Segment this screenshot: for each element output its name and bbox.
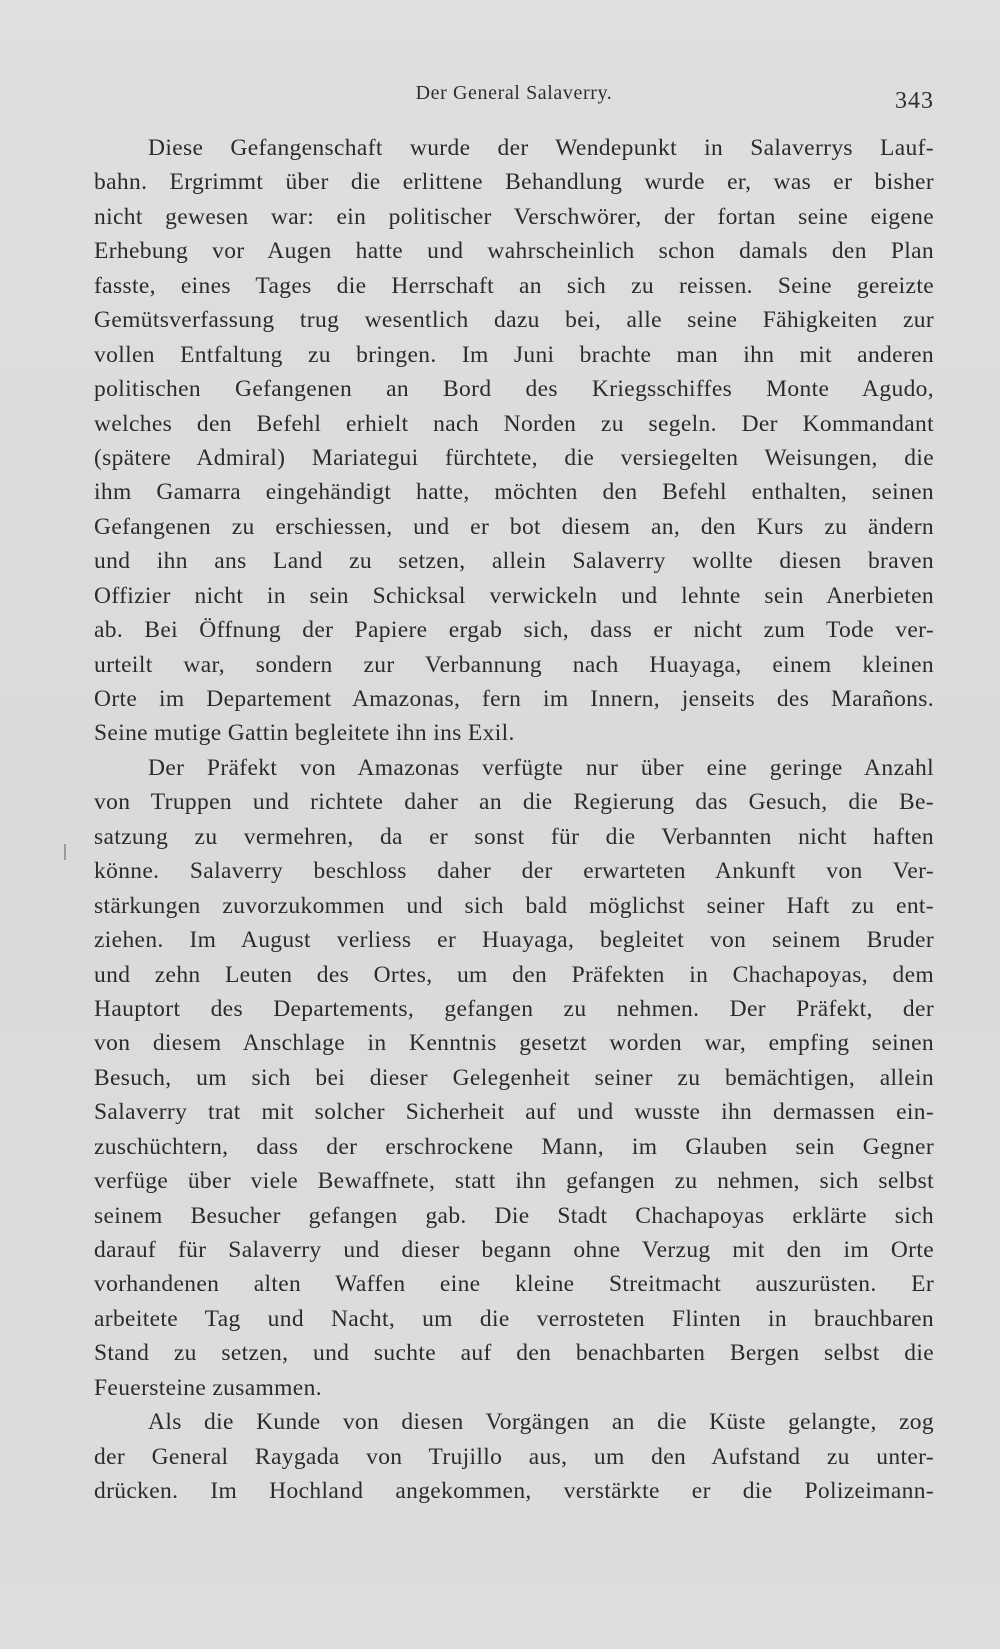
text-line: Gemütsverfassung trug wesentlich dazu bei, alle seine Fähigkeiten zur: [94, 307, 934, 334]
text-line: fasste, eines Tages die Herrschaft an sich zu reissen. Seine gereizte: [94, 272, 934, 299]
text-line: Orte im Departement Amazonas, fern im Innern, jenseits des Marañons.: [94, 686, 934, 712]
text-line: satzung zu vermehren, da er sonst für die Verbannten nicht haften: [94, 823, 934, 850]
text-line: arbeitete Tag und Nacht, um die verrosteten Flinten in brauchbaren: [94, 1305, 934, 1332]
text-line: vorhandenen alten Waffen eine kleine Streitmacht auszurüsten. Er: [94, 1271, 934, 1298]
page-number: 343: [895, 88, 934, 114]
text-line: stärkungen zuvorzukommen und sich bald möglichst seiner Haft zu ent-: [94, 892, 934, 919]
text-line: zuschüchtern, dass der erschrockene Mann, im Glauben sein Gegner: [94, 1133, 934, 1160]
text-line: Seine mutige Gattin begleitete ihn ins Exil.: [94, 720, 515, 747]
margin-mark: [64, 844, 66, 860]
text-line: ihm Gamarra eingehändigt hatte, möchten den Befehl enthalten, seinen: [94, 479, 934, 506]
text-line: ziehen. Im August verliess er Huayaga, begleitet von seinem Bruder: [94, 927, 934, 954]
text-line: seinem Besucher gefangen gab. Die Stadt Chachapoyas erklärte sich: [94, 1202, 934, 1229]
text-line: welches den Befehl erhielt nach Norden zu segeln. Der Kommandant: [94, 410, 934, 437]
text-line: Offizier nicht in sein Schicksal verwickeln und lehnte sein Anerbieten: [94, 582, 934, 609]
text-line: Als die Kunde von diesen Vorgängen an die Küste gelangte, zog: [148, 1409, 934, 1436]
text-line: darauf für Salaverry und dieser begann ohne Verzug mit den im Orte: [94, 1237, 934, 1263]
text-line: urteilt war, sondern zur Verbannung nach Huayaga, einem kleinen: [94, 651, 934, 678]
text-line: vollen Entfaltung zu bringen. Im Juni brachte man ihn mit anderen: [94, 341, 934, 368]
text-line: Feuersteine zusammen.: [94, 1374, 322, 1401]
paragraph-1: [94, 131, 934, 751]
text-line: drücken. Im Hochland angekommen, verstärkte er die Polizeimann-: [94, 1478, 934, 1505]
text-line: Salaverry trat mit solcher Sicherheit auf und wusste ihn dermassen ein-: [94, 1099, 934, 1126]
text-line: von diesem Anschlage in Kenntnis gesetzt worden war, empfing seinen: [94, 1030, 934, 1057]
running-head: [94, 78, 934, 118]
running-title: Der General Salaverry.: [415, 82, 613, 104]
text-line: verfüge über viele Bewaffnete, statt ihn gefangen zu nehmen, sich selbst: [94, 1168, 934, 1195]
text-line: Hauptort des Departements, gefangen zu nehmen. Der Präfekt, der: [94, 995, 934, 1022]
text-line: und ihn ans Land zu setzen, allein Salaverry wollte diesen braven: [94, 548, 934, 575]
text-line: Gefangenen zu erschiessen, und er bot diesem an, den Kurs zu ändern: [94, 513, 934, 540]
text-line: Erhebung vor Augen hatte und wahrscheinlich schon damals den Plan: [94, 238, 934, 265]
text-line: und zehn Leuten des Ortes, um den Präfekten in Chachapoyas, dem: [94, 961, 934, 988]
text-line: von Truppen und richtete daher an die Regierung das Gesuch, die Be-: [94, 789, 934, 816]
body-text: [94, 131, 934, 1509]
text-line: politischen Gefangenen an Bord des Kriegsschiffes Monte Agudo,: [94, 376, 934, 403]
text-line: der General Raygada von Trujillo aus, um den Aufstand zu unter-: [94, 1443, 934, 1470]
text-line: Der Präfekt von Amazonas verfügte nur über eine geringe Anzahl: [148, 754, 934, 781]
text-line: Diese Gefangenschaft wurde der Wendepunkt in Salaverrys Lauf-: [148, 135, 934, 161]
paragraph-2: [94, 751, 934, 1405]
text-line: Stand zu setzen, und suchte auf den benachbarten Bergen selbst die: [94, 1340, 934, 1367]
text-line: nicht gewesen war: ein politischer Verschwörer, der fortan seine eigene: [94, 203, 934, 230]
text-line: (spätere Admiral) Mariategui fürchtete, die versiegelten Weisungen, die: [94, 444, 934, 471]
text-line: bahn. Ergrimmt über die erlittene Behandlung wurde er, was er bisher: [94, 169, 934, 196]
paragraph-3: [94, 1405, 934, 1508]
text-line: könne. Salaverry beschloss daher der erwarteten Ankunft von Ver-: [94, 858, 934, 885]
text-line: ab. Bei Öffnung der Papiere ergab sich, dass er nicht zum Tode ver-: [94, 617, 934, 644]
text-line: Besuch, um sich bei dieser Gelegenheit seiner zu bemächtigen, allein: [94, 1064, 934, 1091]
